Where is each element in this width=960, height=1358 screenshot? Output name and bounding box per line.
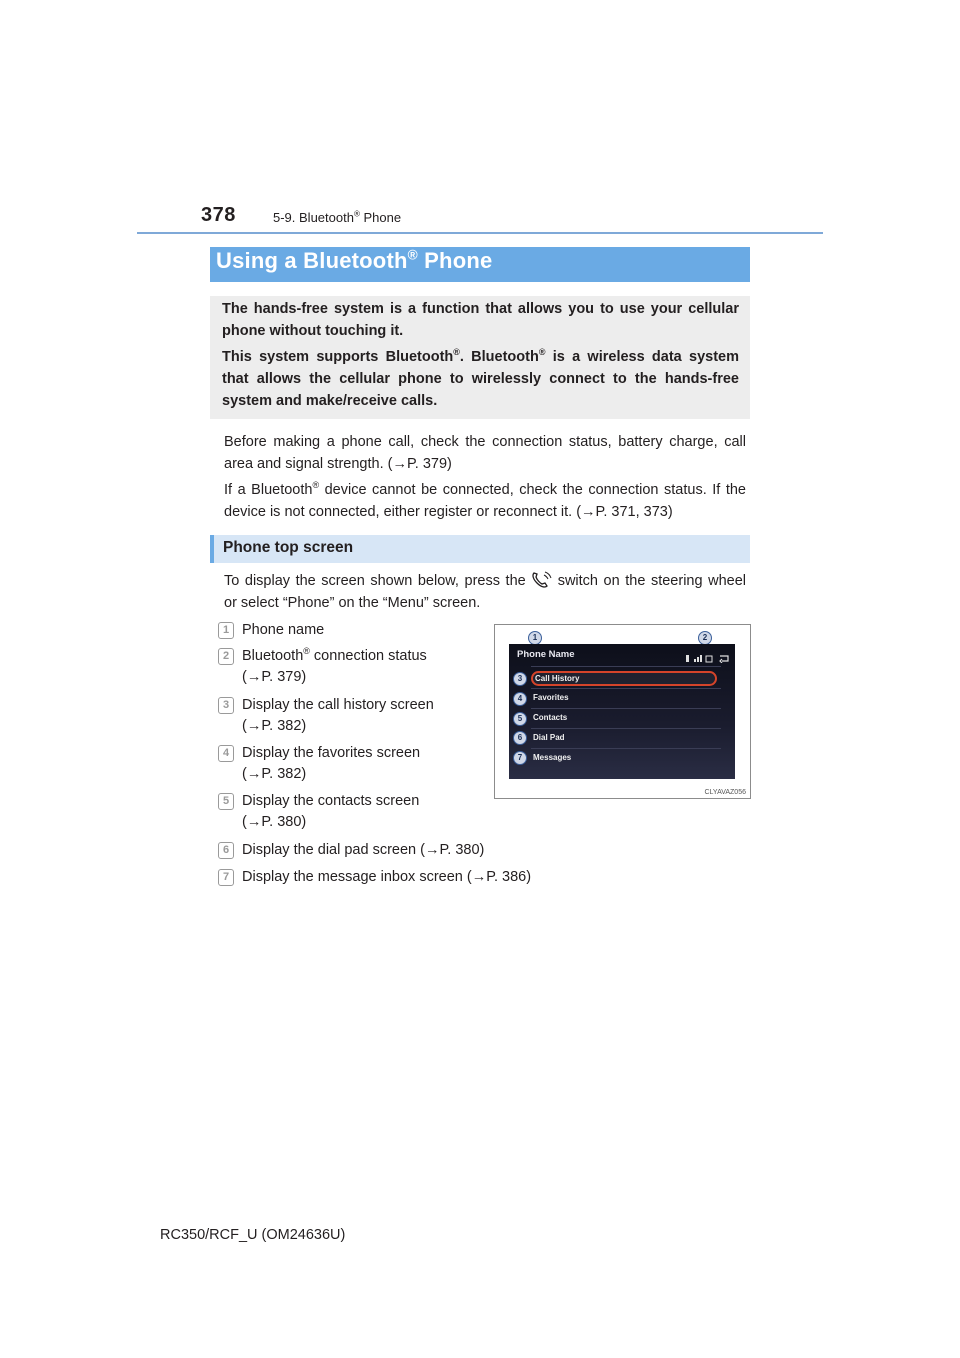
- phone-screen-figure: [494, 624, 751, 799]
- phone-screen: [509, 644, 735, 779]
- section-label: 5-9. Bluetooth® Phone: [273, 209, 402, 225]
- footer-model: RC350/RCF_U (OM24636U): [160, 1227, 346, 1243]
- list-item: 4 Display the favorites screen (→P. 382): [218, 743, 518, 787]
- menu-item-favorites[interactable]: Favorites: [533, 693, 569, 702]
- subsection-title: Phone top screen: [223, 539, 354, 556]
- figure-callout: 4: [513, 692, 527, 706]
- menu-item-dial-pad[interactable]: Dial Pad: [533, 733, 565, 742]
- phone-switch-icon: [530, 571, 554, 589]
- figure-id: CLYAVAZ056: [704, 789, 746, 796]
- page-number: 378: [201, 204, 236, 226]
- list-item: 1 Phone name: [218, 620, 518, 642]
- figure-callout: 6: [513, 731, 527, 745]
- callout-number: 5: [218, 793, 234, 810]
- callout-number: 6: [218, 842, 234, 859]
- separator: [531, 666, 721, 667]
- intro-box: [210, 296, 750, 419]
- callout-number: 3: [218, 697, 234, 714]
- body-paragraph-1: Before making a phone call, check the connection status, battery charge, call area and signal strength. (→P. 379): [224, 434, 746, 472]
- list-item: 6 Display the dial pad screen (→P. 380): [218, 840, 518, 862]
- section-title: Using a Bluetooth® Phone: [216, 247, 493, 273]
- subsection-accent: [210, 535, 214, 563]
- menu-item-messages[interactable]: Messages: [533, 753, 572, 762]
- separator: [531, 708, 721, 709]
- figure-callout: 5: [513, 712, 527, 726]
- figure-callout: 7: [513, 751, 527, 765]
- list-item: 3 Display the call history screen (→P. 382): [218, 695, 518, 739]
- list-item: 2 Bluetooth® connection status (→P. 379): [218, 646, 518, 690]
- figure-callout: 3: [513, 672, 527, 686]
- list-item: 5 Display the contacts screen (→P. 380): [218, 791, 518, 835]
- separator: [531, 688, 721, 689]
- figure-callout: 2: [698, 631, 712, 645]
- menu-item-call-history[interactable]: Call History: [531, 671, 717, 686]
- list-item: 7 Display the message inbox screen (→P. 386): [218, 867, 518, 889]
- header-divider: [137, 232, 823, 234]
- callout-number: 7: [218, 869, 234, 886]
- subsection-bar: [210, 535, 750, 563]
- callout-number: 1: [218, 622, 234, 639]
- callout-number: 2: [218, 648, 234, 665]
- status-icons: [684, 650, 732, 660]
- menu-item-contacts[interactable]: Contacts: [533, 713, 568, 722]
- section-title-bar: [210, 247, 750, 282]
- separator: [531, 748, 721, 749]
- separator: [531, 728, 721, 729]
- phone-name-label: Phone Name: [517, 649, 575, 660]
- intro-paragraph-1: The hands-free system is a function that allows you to use your cellular phone without touching it.: [222, 301, 739, 339]
- intro-paragraph-2: This system supports Bluetooth®. Bluetooth® is a wireless data system that allows the cellular phone to wirelessly connect to the hands-free system and make/receive calls.: [222, 347, 739, 409]
- body-paragraph-2: If a Bluetooth® device cannot be connected, check the connection status. If the device is not connected, either register or reconnect it. (→P. 371, 373): [224, 480, 746, 520]
- figure-callout: 1: [528, 631, 542, 645]
- callout-number: 4: [218, 745, 234, 762]
- subsection-paragraph: To display the screen shown below, press the switch on the steering wheel or select “Phone” on the “Menu” screen.: [224, 573, 746, 611]
